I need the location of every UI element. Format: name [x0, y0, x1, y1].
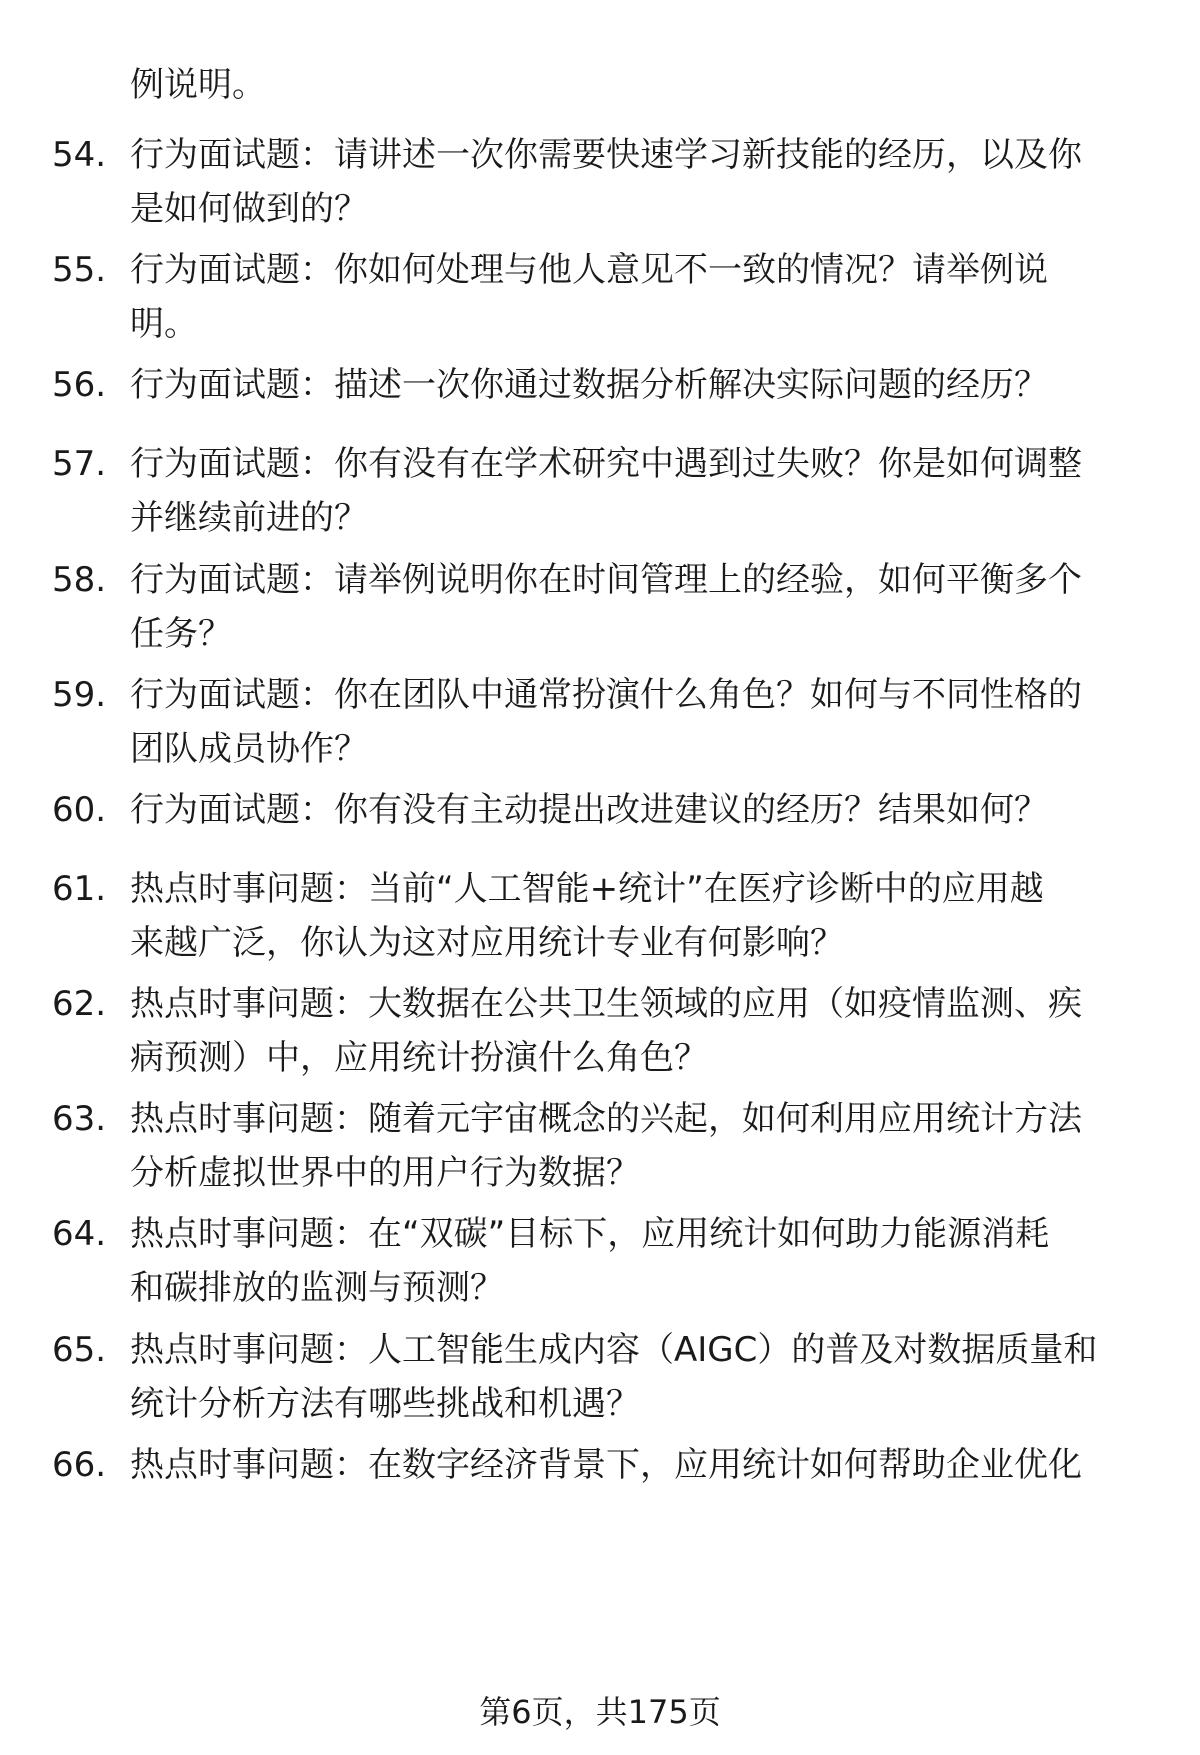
question-text — [130, 358, 1165, 412]
question-item — [52, 358, 1172, 412]
question-number: 62. — [52, 984, 107, 1024]
question-item — [52, 1207, 1172, 1315]
question-text — [130, 862, 1165, 970]
question-line: 热点时事问题：在“双碳”目标下，应用统计如何助力能源消耗 — [130, 1214, 1050, 1254]
question-text — [130, 1323, 1165, 1431]
question-line: 和碳排放的监测与预测？ — [130, 1268, 504, 1308]
question-item — [52, 553, 1172, 661]
question-line: 任务？ — [130, 614, 232, 654]
question-item — [52, 437, 1172, 545]
question-number: 59. — [52, 675, 107, 715]
question-text — [130, 1092, 1165, 1200]
question-line: 行为面试题：你在团队中通常扮演什么角色？如何与不同性格的 — [130, 675, 1082, 715]
question-item — [52, 783, 1172, 837]
question-line: 热点时事问题：人工智能生成内容（AIGC）的普及对数据质量和 — [130, 1330, 1098, 1370]
question-number: 63. — [52, 1099, 107, 1139]
question-line: 行为面试题：你如何处理与他人意见不一致的情况？请举例说 — [130, 250, 1048, 290]
question-number: 55. — [52, 250, 107, 290]
question-item — [52, 128, 1172, 236]
question-item — [52, 1323, 1172, 1431]
question-line: 团队成员协作？ — [130, 729, 368, 769]
question-line: 明。 — [130, 304, 198, 344]
question-line: 病预测）中，应用统计扮演什么角色？ — [130, 1038, 708, 1078]
page-footer: 第6页，共175页 — [479, 1693, 721, 1731]
question-item — [52, 1438, 1172, 1492]
question-number: 56. — [52, 365, 107, 405]
question-line: 行为面试题：描述一次你通过数据分析解决实际问题的经历？ — [130, 365, 1048, 405]
question-text — [130, 977, 1165, 1085]
question-line: 来越广泛，你认为这对应用统计专业有何影响？ — [130, 923, 844, 963]
question-line: 行为面试题：你有没有在学术研究中遇到过失败？你是如何调整 — [130, 444, 1082, 484]
question-number: 58. — [52, 560, 107, 600]
question-line: 并继续前进的？ — [130, 498, 368, 538]
question-line: 行为面试题：请讲述一次你需要快速学习新技能的经历，以及你 — [130, 135, 1082, 175]
question-line: 行为面试题：你有没有主动提出改进建议的经历？结果如何？ — [130, 790, 1048, 830]
question-text — [130, 1438, 1165, 1492]
question-line: 热点时事问题：随着元宇宙概念的兴起，如何利用应用统计方法 — [130, 1099, 1082, 1139]
question-number: 66. — [52, 1445, 107, 1485]
question-text — [130, 437, 1165, 545]
question-item — [52, 243, 1172, 351]
question-text — [130, 668, 1165, 776]
question-text — [130, 243, 1165, 351]
continuation-text: 例说明。 — [130, 65, 266, 105]
question-line: 分析虚拟世界中的用户行为数据？ — [130, 1153, 640, 1193]
question-line: 热点时事问题：在数字经济背景下，应用统计如何帮助企业优化 — [130, 1445, 1082, 1485]
question-number: 54. — [52, 135, 107, 175]
question-text — [130, 783, 1165, 837]
question-line: 统计分析方法有哪些挑战和机遇？ — [130, 1384, 640, 1424]
question-number: 64. — [52, 1214, 107, 1254]
question-number: 61. — [52, 869, 107, 909]
question-line: 是如何做到的？ — [130, 189, 368, 229]
question-text — [130, 1207, 1165, 1315]
question-item — [52, 862, 1172, 970]
question-number: 65. — [52, 1330, 107, 1370]
question-number: 57. — [52, 444, 107, 484]
question-line: 热点时事问题：当前“人工智能+统计”在医疗诊断中的应用越 — [130, 869, 1044, 909]
question-line: 行为面试题：请举例说明你在时间管理上的经验，如何平衡多个 — [130, 560, 1082, 600]
question-line: 热点时事问题：大数据在公共卫生领域的应用（如疫情监测、疾 — [130, 984, 1082, 1024]
question-number: 60. — [52, 790, 107, 830]
question-text — [130, 553, 1165, 661]
question-item — [52, 977, 1172, 1085]
question-item — [52, 1092, 1172, 1200]
question-item — [52, 668, 1172, 776]
question-text — [130, 128, 1165, 236]
